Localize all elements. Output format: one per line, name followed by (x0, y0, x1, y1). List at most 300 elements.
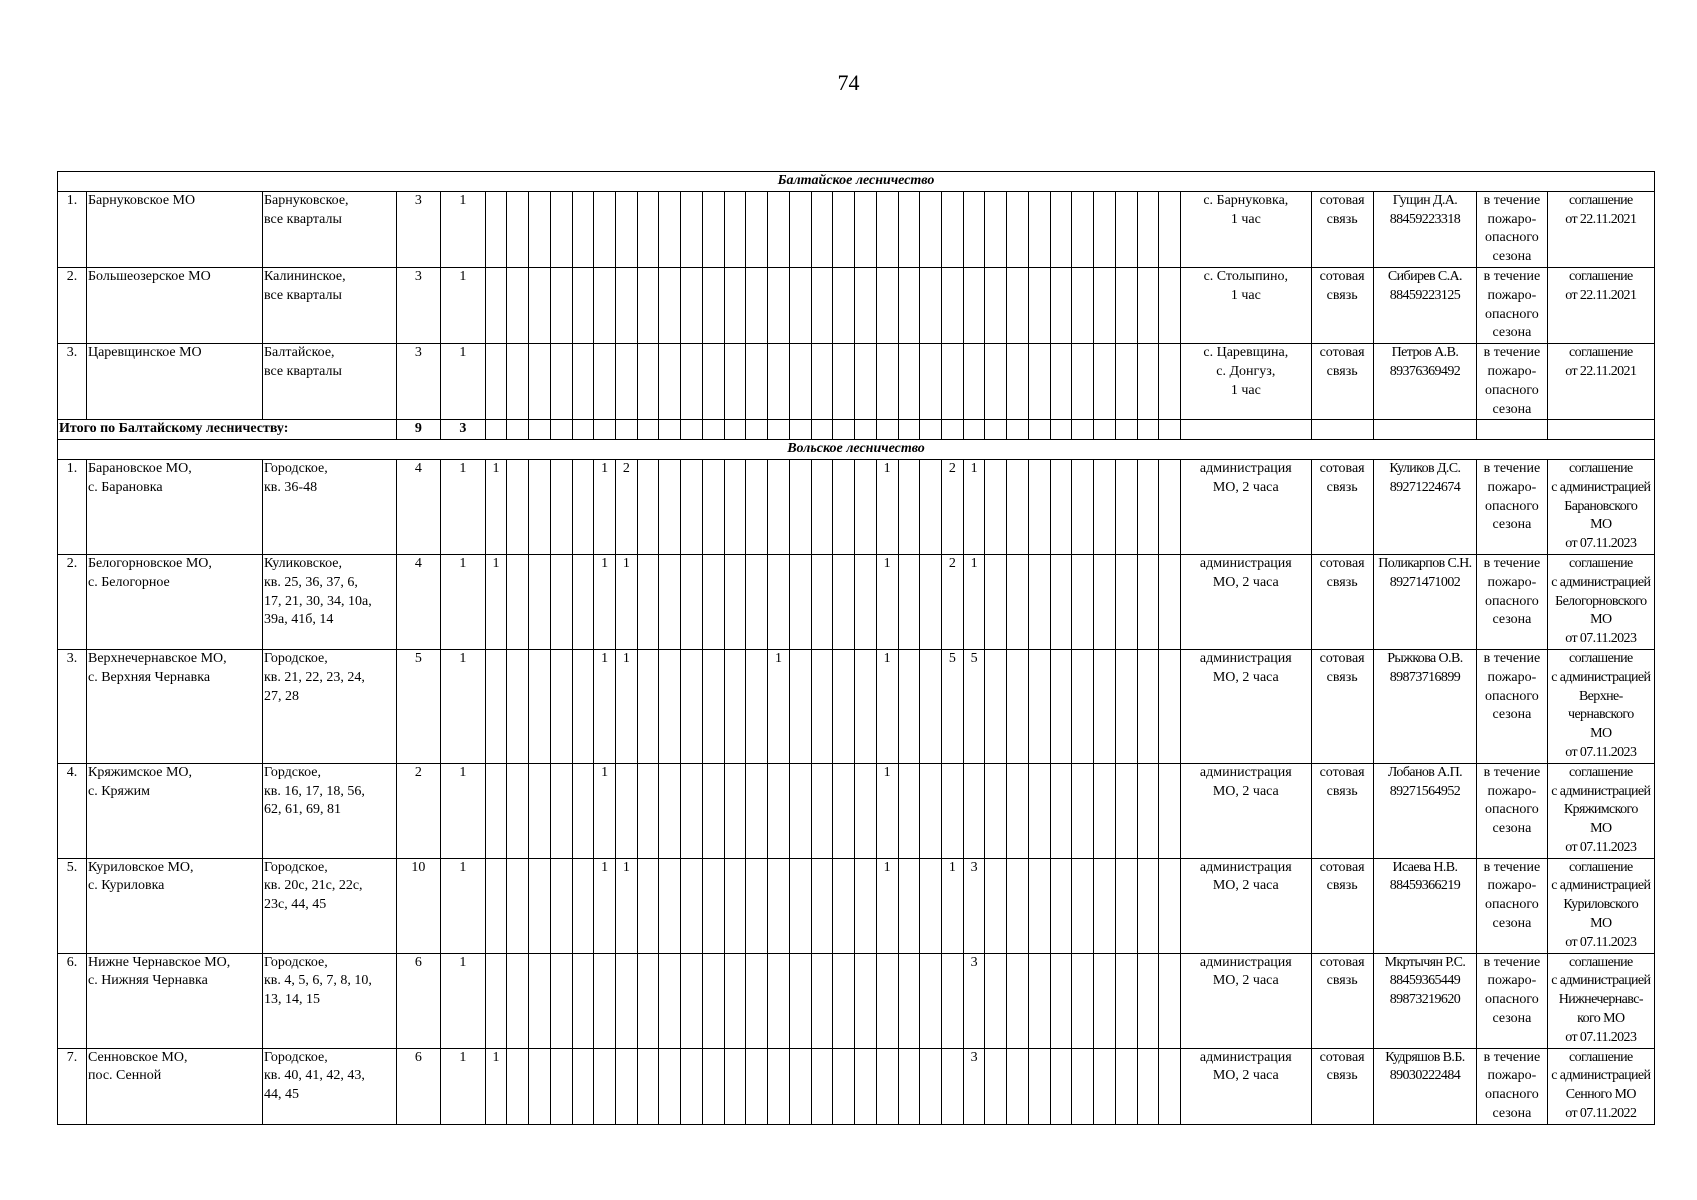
resource-count-cell (746, 1048, 768, 1124)
municipality: Сенновское МО, пос. Сенной (86, 1048, 262, 1124)
resource-count-cell: 1 (616, 554, 638, 649)
resource-count-cell (963, 763, 985, 858)
resource-count-cell (1028, 649, 1050, 763)
resource-count-cell (572, 459, 594, 554)
communication-type: сотовая связь (1311, 858, 1373, 953)
resource-count-cell (724, 554, 746, 649)
municipality: Белогорновское МО, с. Белогорное (86, 554, 262, 649)
agreement-basis: соглашение с администрацией Барановского МО от 07.11.2023 (1547, 459, 1654, 554)
resource-count-cell (681, 763, 703, 858)
total-resource-cell (1115, 420, 1137, 440)
resource-count-cell (811, 267, 833, 343)
resource-count-cell (1028, 1048, 1050, 1124)
resource-count-cell (550, 554, 572, 649)
resource-count-cell (594, 267, 616, 343)
row-number: 2. (58, 554, 87, 649)
resource-count-cell (529, 344, 551, 420)
total-resource-cell (594, 420, 616, 440)
resource-count-cell (1072, 649, 1094, 763)
resource-count-cell (702, 1048, 724, 1124)
municipality: Кряжимское МО, с. Кряжим (86, 763, 262, 858)
resource-count-cell (1072, 191, 1094, 267)
people-count: 6 (396, 953, 441, 1048)
resource-count-cell (659, 858, 681, 953)
resource-count-cell (898, 1048, 920, 1124)
resource-count-cell (1137, 459, 1159, 554)
resource-count-cell (572, 763, 594, 858)
equipment-count: 1 (441, 267, 486, 343)
location-and-time: с. Барнуковка, 1 час (1181, 191, 1311, 267)
communication-type: сотовая связь (1311, 267, 1373, 343)
resource-count-cell: 1 (485, 554, 507, 649)
resource-count-cell (920, 191, 942, 267)
agreement-basis: соглашение с администрацией Куриловского МО от 07.11.2023 (1547, 858, 1654, 953)
resource-count-cell (833, 1048, 855, 1124)
total-resource-cell (985, 420, 1007, 440)
resource-count-cell: 1 (594, 858, 616, 953)
total-resource-cell (616, 420, 638, 440)
resource-count-cell (985, 554, 1007, 649)
resource-count-cell (702, 649, 724, 763)
table-row (58, 344, 1655, 420)
resource-count-cell (789, 554, 811, 649)
resource-count-cell (789, 191, 811, 267)
resource-count-cell (507, 267, 529, 343)
resource-count-cell (746, 763, 768, 858)
row-number: 1. (58, 191, 87, 267)
table-row (58, 459, 1655, 554)
resource-count-cell (1137, 1048, 1159, 1124)
resource-count-cell (1094, 191, 1116, 267)
row-number: 2. (58, 267, 87, 343)
resource-count-cell (920, 858, 942, 953)
total-resource-cell (1050, 420, 1072, 440)
resource-count-cell (702, 763, 724, 858)
resource-count-cell (507, 763, 529, 858)
resource-count-cell (746, 267, 768, 343)
location-and-time: с. Царевщина, с. Донгуз, 1 час (1181, 344, 1311, 420)
resource-count-cell (876, 191, 898, 267)
resource-count-cell (855, 191, 877, 267)
resource-count-cell (1159, 267, 1181, 343)
resource-count-cell (811, 763, 833, 858)
resource-count-cell (1007, 1048, 1029, 1124)
resource-count-cell (963, 191, 985, 267)
resource-count-cell (920, 554, 942, 649)
resource-count-cell (963, 344, 985, 420)
resource-count-cell (768, 858, 790, 953)
communication-type: сотовая связь (1311, 763, 1373, 858)
responsible-contact: Петров А.В. 89376369492 (1373, 344, 1477, 420)
resource-count-cell (789, 344, 811, 420)
resource-count-cell (920, 649, 942, 763)
resource-count-cell (876, 1048, 898, 1124)
resource-count-cell (485, 191, 507, 267)
responsible-contact: Сибирев С.А. 88459223125 (1373, 267, 1477, 343)
resource-count-cell (1028, 191, 1050, 267)
location-and-time: администрация МО, 2 часа (1181, 858, 1311, 953)
resource-count-cell (746, 554, 768, 649)
resource-count-cell: 1 (876, 459, 898, 554)
resource-count-cell (1050, 267, 1072, 343)
resource-count-cell (572, 267, 594, 343)
resource-count-cell (1050, 649, 1072, 763)
total-resource-cell (811, 420, 833, 440)
resource-count-cell (920, 459, 942, 554)
resource-count-cell (1115, 649, 1137, 763)
resource-count-cell (1050, 1048, 1072, 1124)
location-and-time: с. Столыпино, 1 час (1181, 267, 1311, 343)
resource-count-cell (529, 1048, 551, 1124)
resource-count-cell (833, 858, 855, 953)
communication-type: сотовая связь (1311, 649, 1373, 763)
resource-count-cell (659, 554, 681, 649)
resource-count-cell (855, 953, 877, 1048)
resource-count-cell (1094, 267, 1116, 343)
total-resource-cell (768, 420, 790, 440)
resource-count-cell (833, 344, 855, 420)
resource-count-cell (855, 344, 877, 420)
resource-count-cell (768, 1048, 790, 1124)
resource-count-cell (746, 344, 768, 420)
row-number: 6. (58, 953, 87, 1048)
resource-count-cell (1007, 858, 1029, 953)
availability-period: в течение пожаро- опасного сезона (1477, 763, 1547, 858)
resource-count-cell (855, 459, 877, 554)
resource-count-cell (724, 763, 746, 858)
resource-count-cell (1159, 191, 1181, 267)
resource-count-cell (1007, 191, 1029, 267)
resource-count-cell (898, 267, 920, 343)
agreement-basis: соглашение с администрацией Белогорновского МО от 07.11.2023 (1547, 554, 1654, 649)
resource-count-cell (811, 953, 833, 1048)
resource-count-cell (898, 459, 920, 554)
resource-count-cell (1137, 344, 1159, 420)
people-count: 5 (396, 649, 441, 763)
resource-count-cell (616, 1048, 638, 1124)
resource-count-cell (811, 344, 833, 420)
resource-count-cell (985, 191, 1007, 267)
municipality: Барнуковское МО (86, 191, 262, 267)
equipment-count: 1 (441, 554, 486, 649)
total-resource-cell (572, 420, 594, 440)
table-row (58, 953, 1655, 1048)
resource-count-cell (507, 459, 529, 554)
total-resource-cell (681, 420, 703, 440)
resource-count-cell (1137, 858, 1159, 953)
forest-quarters: Городское, кв. 20с, 21с, 22с, 23с, 44, 45 (263, 858, 397, 953)
resource-count-cell (637, 858, 659, 953)
resource-count-cell: 1 (594, 459, 616, 554)
resource-count-cell (876, 344, 898, 420)
resource-count-cell (1115, 554, 1137, 649)
resource-count-cell (1094, 953, 1116, 1048)
section-header-row (58, 440, 1655, 460)
resource-count-cell (1115, 267, 1137, 343)
resource-count-cell (572, 649, 594, 763)
resource-count-cell (1072, 953, 1094, 1048)
resource-count-cell (637, 649, 659, 763)
resource-count-cell: 1 (594, 649, 616, 763)
location-and-time: администрация МО, 2 часа (1181, 554, 1311, 649)
resource-count-cell (1050, 953, 1072, 1048)
resource-count-cell (659, 344, 681, 420)
equipment-count: 1 (441, 858, 486, 953)
resource-count-cell: 5 (963, 649, 985, 763)
resource-count-cell (572, 344, 594, 420)
total-resource-cell (746, 420, 768, 440)
resource-count-cell (1007, 763, 1029, 858)
resource-count-cell (485, 649, 507, 763)
resource-count-cell (1028, 344, 1050, 420)
resource-count-cell (529, 267, 551, 343)
resource-count-cell (637, 267, 659, 343)
row-number: 5. (58, 858, 87, 953)
resource-count-cell (1007, 649, 1029, 763)
resource-count-cell (659, 763, 681, 858)
people-count: 4 (396, 554, 441, 649)
table-row (58, 267, 1655, 343)
resource-count-cell (1159, 858, 1181, 953)
resource-count-cell (855, 763, 877, 858)
resource-count-cell (550, 858, 572, 953)
communication-type: сотовая связь (1311, 554, 1373, 649)
agreement-basis: соглашение с администрацией Кряжимского МО от 07.11.2023 (1547, 763, 1654, 858)
resource-count-cell (1159, 763, 1181, 858)
resource-count-cell (550, 267, 572, 343)
resource-count-cell (811, 649, 833, 763)
resource-count-cell: 1 (485, 459, 507, 554)
municipality: Большеозерское МО (86, 267, 262, 343)
resource-count-cell: 1 (963, 554, 985, 649)
resource-count-cell (724, 267, 746, 343)
resource-count-cell (920, 763, 942, 858)
responsible-contact: Лобанов А.П. 89271564952 (1373, 763, 1477, 858)
resource-count-cell: 2 (616, 459, 638, 554)
forest-quarters: Балтайское, все кварталы (263, 344, 397, 420)
resource-count-cell (898, 649, 920, 763)
resource-count-cell (1028, 953, 1050, 1048)
resource-count-cell (1007, 554, 1029, 649)
resource-count-cell (898, 191, 920, 267)
resource-count-cell (768, 763, 790, 858)
total-resource-cell (507, 420, 529, 440)
resource-count-cell (485, 953, 507, 1048)
resource-count-cell (1007, 459, 1029, 554)
resource-count-cell (659, 459, 681, 554)
resource-count-cell (550, 344, 572, 420)
resource-count-cell (855, 554, 877, 649)
resource-count-cell (811, 554, 833, 649)
resource-count-cell (985, 267, 1007, 343)
resource-count-cell (898, 554, 920, 649)
resource-count-cell (811, 191, 833, 267)
resource-count-cell (855, 1048, 877, 1124)
resource-count-cell (1050, 763, 1072, 858)
total-resource-cell (898, 420, 920, 440)
total-resource-cell (833, 420, 855, 440)
resource-count-cell (789, 1048, 811, 1124)
resource-count-cell (724, 344, 746, 420)
equipment-count: 1 (441, 649, 486, 763)
resource-count-cell (529, 858, 551, 953)
resource-count-cell (550, 763, 572, 858)
resource-count-cell (1072, 459, 1094, 554)
resource-count-cell (572, 554, 594, 649)
resource-count-cell (789, 763, 811, 858)
resource-count-cell (507, 191, 529, 267)
resource-count-cell (529, 191, 551, 267)
resource-count-cell (702, 858, 724, 953)
resource-count-cell (1094, 763, 1116, 858)
resource-count-cell (920, 267, 942, 343)
resource-count-cell (702, 459, 724, 554)
agreement-basis: соглашение с администрацией Нижнечернавс- кого МО от 07.11.2023 (1547, 953, 1654, 1048)
resource-count-cell: 1 (594, 554, 616, 649)
resource-count-cell (702, 191, 724, 267)
responsible-contact: Гущин Д.А. 88459223318 (1373, 191, 1477, 267)
resource-count-cell (855, 267, 877, 343)
resource-count-cell (507, 649, 529, 763)
resource-count-cell (855, 858, 877, 953)
table-row (58, 1048, 1655, 1124)
resource-count-cell (942, 267, 964, 343)
resource-count-cell: 2 (942, 459, 964, 554)
resource-count-cell (1028, 554, 1050, 649)
resource-count-cell: 3 (963, 1048, 985, 1124)
total-resource-cell (963, 420, 985, 440)
resource-count-cell (681, 649, 703, 763)
resource-count-cell (616, 953, 638, 1048)
resource-count-cell: 1 (616, 858, 638, 953)
resource-count-cell (833, 191, 855, 267)
resource-count-cell (898, 858, 920, 953)
resource-count-cell (789, 267, 811, 343)
agreement-basis: соглашение от 22.11.2021 (1547, 344, 1654, 420)
resource-count-cell (768, 344, 790, 420)
total-resource-cell (1028, 420, 1050, 440)
total-resource-cell (529, 420, 551, 440)
resource-count-cell (572, 953, 594, 1048)
forest-quarters: Гордское, кв. 16, 17, 18, 56, 62, 61, 69, 81 (263, 763, 397, 858)
equipment-count: 1 (441, 344, 486, 420)
resource-count-cell (1007, 953, 1029, 1048)
resource-count-cell (616, 763, 638, 858)
resource-count-cell (616, 191, 638, 267)
responsible-contact: Поликарпов С.Н. 89271471002 (1373, 554, 1477, 649)
resource-count-cell (746, 858, 768, 953)
resource-count-cell (1094, 858, 1116, 953)
agreement-basis: соглашение с администрацией Верхне- чернавского МО от 07.11.2023 (1547, 649, 1654, 763)
resource-count-cell (1050, 459, 1072, 554)
location-and-time: администрация МО, 2 часа (1181, 459, 1311, 554)
resource-count-cell: 1 (485, 1048, 507, 1124)
section-total-row (58, 420, 1655, 440)
resource-count-cell (942, 1048, 964, 1124)
resource-count-cell (681, 953, 703, 1048)
people-count: 3 (396, 344, 441, 420)
resource-count-cell (920, 344, 942, 420)
resource-count-cell (876, 953, 898, 1048)
resource-count-cell (507, 858, 529, 953)
resource-count-cell: 1 (876, 554, 898, 649)
resource-count-cell (746, 459, 768, 554)
resource-count-cell (789, 459, 811, 554)
resource-count-cell (681, 459, 703, 554)
resource-count-cell (768, 554, 790, 649)
agreement-basis: соглашение от 22.11.2021 (1547, 191, 1654, 267)
resource-count-cell (529, 763, 551, 858)
resource-count-cell (659, 1048, 681, 1124)
location-and-time: администрация МО, 2 часа (1181, 1048, 1311, 1124)
responsible-contact: Мкртычян Р.С. 88459365449 89873219620 (1373, 953, 1477, 1048)
resource-count-cell (1115, 763, 1137, 858)
resource-count-cell: 1 (768, 649, 790, 763)
fire-response-table (57, 171, 1655, 1125)
resource-count-cell: 3 (963, 953, 985, 1048)
total-resource-cell (1137, 420, 1159, 440)
forest-quarters: Барнуковское, все кварталы (263, 191, 397, 267)
resource-count-cell (550, 649, 572, 763)
resource-count-cell (1115, 858, 1137, 953)
resource-count-cell (833, 953, 855, 1048)
resource-count-cell (507, 554, 529, 649)
total-empty-cell (1477, 420, 1547, 440)
municipality: Верхнечернавское МО, с. Верхняя Чернавка (86, 649, 262, 763)
resource-count-cell (1028, 459, 1050, 554)
communication-type: сотовая связь (1311, 191, 1373, 267)
total-resource-cell (920, 420, 942, 440)
total-resource-cell (637, 420, 659, 440)
resource-count-cell (898, 344, 920, 420)
municipality: Царевщинское МО (86, 344, 262, 420)
municipality: Куриловское МО, с. Куриловка (86, 858, 262, 953)
resource-count-cell (702, 554, 724, 649)
total-resource-cell (789, 420, 811, 440)
resource-count-cell (724, 649, 746, 763)
resource-count-cell (1159, 344, 1181, 420)
resource-count-cell (1094, 1048, 1116, 1124)
resource-count-cell (985, 1048, 1007, 1124)
resource-count-cell (768, 267, 790, 343)
resource-count-cell: 1 (876, 858, 898, 953)
responsible-contact: Исаева Н.В. 88459366219 (1373, 858, 1477, 953)
resource-count-cell (637, 459, 659, 554)
resource-count-cell (898, 763, 920, 858)
resource-count-cell (1028, 763, 1050, 858)
total-resource-cell (1072, 420, 1094, 440)
resource-count-cell (724, 459, 746, 554)
resource-count-cell (942, 763, 964, 858)
resource-count-cell (920, 953, 942, 1048)
resource-count-cell (1159, 649, 1181, 763)
forest-quarters: Городское, кв. 40, 41, 42, 43, 44, 45 (263, 1048, 397, 1124)
equipment-count: 1 (441, 763, 486, 858)
resource-count-cell (1115, 1048, 1137, 1124)
resource-count-cell (1007, 344, 1029, 420)
resource-count-cell (942, 344, 964, 420)
agreement-basis: соглашение с администрацией Сенного МО от 07.11.2022 (1547, 1048, 1654, 1124)
resource-count-cell (550, 459, 572, 554)
resource-count-cell: 1 (963, 459, 985, 554)
resource-count-cell (681, 344, 703, 420)
communication-type: сотовая связь (1311, 344, 1373, 420)
forest-quarters: Городское, кв. 4, 5, 6, 7, 8, 10, 13, 14, 15 (263, 953, 397, 1048)
responsible-contact: Рыжкова О.В. 89873716899 (1373, 649, 1477, 763)
resource-count-cell (485, 267, 507, 343)
table-row (58, 763, 1655, 858)
resource-count-cell (1137, 267, 1159, 343)
